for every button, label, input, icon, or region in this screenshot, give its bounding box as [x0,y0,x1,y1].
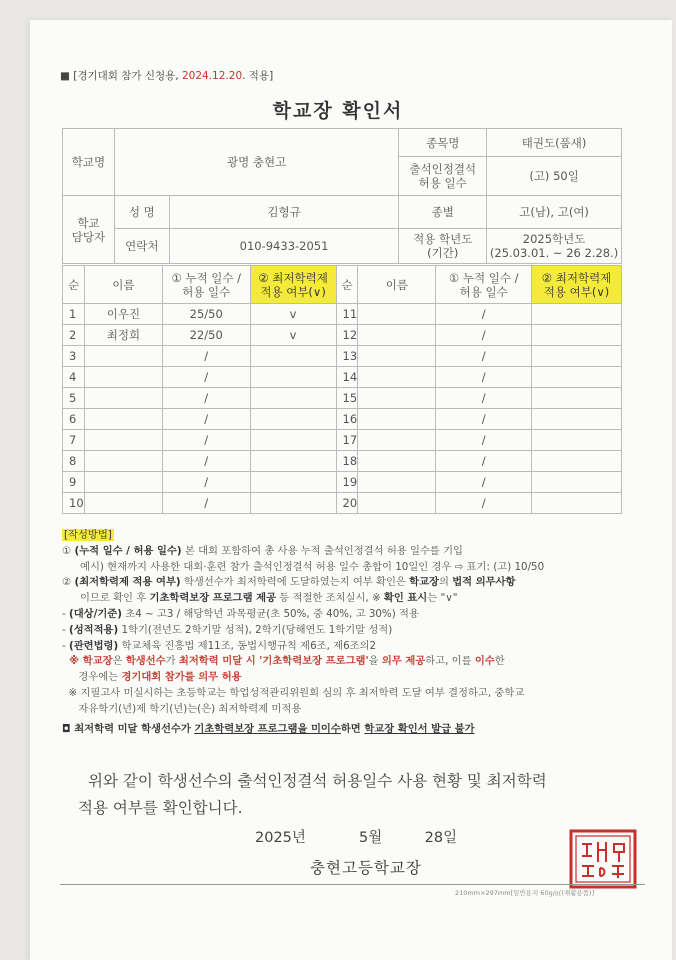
table-row [63,472,622,493]
category-label: 종별 [399,196,487,229]
event-value: 태권도(품새) [487,129,622,157]
cell-num: 1 [63,304,85,325]
table-row [63,409,622,430]
table-row [63,430,622,451]
cell-num: 11 [336,304,358,325]
cell-num: 5 [63,388,85,409]
header-name: 이름 [84,266,162,304]
top-note: ■ [경기대회 참가 신청용, 2024.12.20. 적용] [60,70,274,82]
header-apply: ② 최저학력제 적용 여부(∨) [250,266,336,304]
cell-days: / [162,430,250,451]
cell-check [532,409,622,430]
instruction-line: ※ 지필고사 미실시하는 초등학교는 학업성적관리위원회 심의 후 최저학력 도달 여부 결정하고, 중학교 [62,686,525,699]
official-seal [568,828,638,890]
cell-days: / [162,451,250,472]
instruction-line: 이므로 확인 후 기초학력보장 프로그램 제공 등 적절한 조치실시, ※ 확인 표시는 "∨" [80,592,458,605]
cell-num: 2 [63,325,85,346]
instruction-line: - (대상/기준) 초4 ~ 고3 / 해당학년 과목평균(초 50%, 중 40%, 고 30%) 적용 [62,607,419,620]
cell-check [250,493,336,514]
cell-name [84,451,162,472]
footer-divider [60,884,645,885]
table-row [63,304,622,325]
instructions-heading: [작성방법] [64,529,112,541]
instructions [62,528,637,737]
top-note-date: 2024.12.20 [182,70,243,82]
year-label: 적용 학년도 (기간) [399,229,487,264]
roster-table [62,265,622,514]
instruction-line: 경우에는 경기대회 참가를 의무 허용 [62,671,242,684]
table-row [63,346,622,367]
cell-check [250,388,336,409]
header-num: 순 [336,266,358,304]
info-table [62,128,622,264]
header-apply: ② 최저학력제 적용 여부(∨) [532,266,622,304]
instruction-line: - (성적적용) 1학기(전년도 2학기말 성적), 2학기(당해연도 1학기말 성적) [62,623,393,636]
cell-check [250,409,336,430]
issue-date: 2025년 5월 28일 [255,830,458,846]
cell-days: / [162,409,250,430]
cell-check [532,493,622,514]
cell-check [532,325,622,346]
cell-name [358,493,436,514]
cell-days: / [436,472,532,493]
table-row [63,388,622,409]
contact-label: 연락처 [114,229,169,264]
cell-num: 10 [63,493,85,514]
instruction-line: ◘ 최저학력 미달 학생선수가 기초학력보장 프로그램을 미이수하면 학교장 확인서 발급 불가 [62,722,475,735]
cell-days: / [436,388,532,409]
cell-days: / [436,325,532,346]
school-value: 광명 충현고 [114,129,398,196]
cell-num: 14 [336,367,358,388]
cell-name [358,304,436,325]
instruction-line: ① (누적 일수 / 허용 일수) 본 대회 포함하여 총 사용 누적 출석인정결석 허용 일수를 기입 [62,544,464,557]
year-value: 2025학년도 (25.03.01. ~ 26 2.28.) [487,229,622,264]
cell-num: 18 [336,451,358,472]
cell-days: / [162,493,250,514]
cell-name [358,451,436,472]
cell-check: v [250,325,336,346]
cell-days: / [436,367,532,388]
instruction-line: ※ 학교장은 학생선수가 최저학력 미달 시 '기초학력보장 프로그램'을 의무 제공하고, 이를 이수한 [62,655,505,668]
instruction-line: - (관련법령) 학교체육 진흥법 제11조, 동법시행규칙 제6조, 제6조의2 [62,639,377,652]
cell-check [250,367,336,388]
cell-days: / [436,346,532,367]
cell-check: v [250,304,336,325]
cell-days: / [436,409,532,430]
cell-name [358,325,436,346]
header-num: 순 [63,266,85,304]
cell-days: / [162,388,250,409]
cell-days: 22/50 [162,325,250,346]
header-name: 이름 [358,266,436,304]
cell-check [532,472,622,493]
cell-check [532,451,622,472]
cell-num: 15 [336,388,358,409]
instruction-line: ② (최저학력제 적용 여부) 학생선수가 최저학력에 도달하였는지 여부 확인은 학교장의 법적 의무사항 [62,576,516,589]
cell-check [532,388,622,409]
school-principal-name: 충현고등학교장 [310,859,422,877]
cell-num: 9 [63,472,85,493]
cell-days: 25/50 [162,304,250,325]
manager-label: 학교 담당자 [63,196,115,264]
cell-num: 6 [63,409,85,430]
attendance-value: (고) 50일 [487,157,622,196]
cell-days: / [436,493,532,514]
confirmation-statement: 위와 같이 학생선수의 출석인정결석 허용일수 사용 현황 및 최저학력 적용 여부를 확인합니다. [78,772,547,817]
cell-name [358,346,436,367]
cell-name [358,430,436,451]
instruction-line: 예시) 현재까지 사용한 대회·훈련 참가 출석인정결석 허용 일수 총합이 10일인 경우 ⇨ 표기: (고) 10/50 [80,560,545,573]
cell-num: 19 [336,472,358,493]
cell-num: 3 [63,346,85,367]
contact-value: 010-9433-2051 [169,229,399,264]
cell-name [84,346,162,367]
cell-num: 7 [63,430,85,451]
event-label: 종목명 [399,129,487,157]
cell-check [250,472,336,493]
instruction-line: 자유학기(년)제 학기(년)는(은) 최저학력제 미적용 [62,702,302,715]
cell-name: 최정희 [84,325,162,346]
cell-name [358,367,436,388]
paper-spec-footer: 210mm×297mm[일반용지 60g/㎡(재활용품)] [455,889,595,897]
table-row [63,325,622,346]
cell-num: 8 [63,451,85,472]
cell-check [532,367,622,388]
cell-num: 20 [336,493,358,514]
cell-days: / [162,367,250,388]
header-days: ① 누적 일수 / 허용 일수 [436,266,532,304]
cell-check [532,304,622,325]
table-row [63,493,622,514]
cell-num: 17 [336,430,358,451]
cell-check [250,346,336,367]
cell-num: 4 [63,367,85,388]
cell-name [84,409,162,430]
name-value: 김형규 [169,196,399,229]
table-row [63,367,622,388]
cell-name [358,409,436,430]
cell-check [532,346,622,367]
cell-days: / [162,472,250,493]
cell-name [84,430,162,451]
cell-name [358,388,436,409]
cell-name [84,472,162,493]
school-label: 학교명 [63,129,115,196]
cell-days: / [436,451,532,472]
cell-num: 12 [336,325,358,346]
cell-name: 이우진 [84,304,162,325]
cell-check [250,451,336,472]
cell-days: / [162,346,250,367]
cell-name [84,388,162,409]
cell-num: 13 [336,346,358,367]
cell-days: / [436,430,532,451]
document-title: 학교장 확인서 [272,100,404,122]
cell-num: 16 [336,409,358,430]
header-days: ① 누적 일수 / 허용 일수 [162,266,250,304]
cell-name [358,472,436,493]
cell-days: / [436,304,532,325]
cell-check [532,430,622,451]
cell-name [84,493,162,514]
attendance-label: 출석인정결석 허용 일수 [399,157,487,196]
category-value: 고(남), 고(여) [487,196,622,229]
table-row [63,451,622,472]
name-label: 성 명 [114,196,169,229]
cell-check [250,430,336,451]
cell-name [84,367,162,388]
